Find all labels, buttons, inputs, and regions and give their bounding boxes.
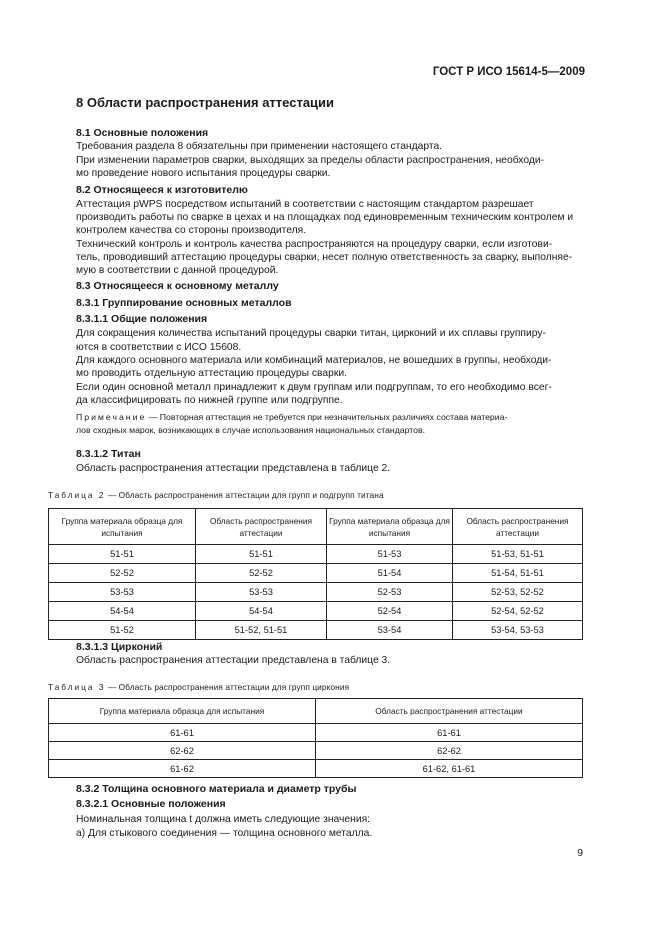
table-cell: 53-54 (327, 621, 453, 640)
note-label: Примечание (76, 412, 147, 422)
table-3-caption (48, 682, 349, 692)
column-header: Группа материала образца для испытания (327, 509, 453, 545)
table-row (49, 760, 583, 778)
table-cell: 52-52 (196, 564, 327, 583)
section-8-3-title: 8.3 Относящееся к основному металлу (76, 280, 279, 292)
paragraph: Аттестация pWPS посредством испытаний в соответствии с настоящим стандартом разрешает (76, 199, 534, 210)
document-code: ГОСТ Р ИСО 15614-5—2009 (432, 66, 585, 78)
note-line: лов сходных марок, возникающих в случае использования национальных стандартов. (76, 425, 426, 435)
table-cell: 62-62 (316, 742, 583, 760)
paragraph: производить работы по сварке в цехах и на площадках под единовременным техническим контролем и (76, 212, 574, 223)
table-2-header-row (49, 509, 583, 545)
section-8-2-title: 8.2 Относящееся к изготовителю (76, 184, 248, 196)
table-2 (48, 508, 583, 640)
table-cell: 61-61 (316, 724, 583, 742)
table-3 (48, 698, 583, 778)
column-header: Группа материала образца для испытания (49, 509, 196, 545)
page-number: 9 (577, 848, 583, 859)
table-row (49, 602, 583, 621)
paragraph: Для каждого основного материала или комбинаций материалов, не вошедших в группы, необходи- (76, 355, 552, 366)
paragraph: Номинальная толщина t должна иметь следующие значения: (76, 814, 371, 825)
paragraph: При изменении параметров сварки, выходящих за пределы области распространения, необходи- (76, 155, 545, 166)
paragraph: мо проводить отдельную аттестацию процедуры сварки. (76, 368, 347, 379)
paragraph: Если один основной металл принадлежит к двум группам или подгруппам, то его необходимо всег- (76, 382, 552, 393)
table-cell: 51-52 (49, 621, 196, 640)
section-8-3-2-title: 8.3.2 Толщина основного материала и диаметр трубы (76, 783, 357, 795)
table-cell: 52-54 (327, 602, 453, 621)
table-cell: 53-53 (196, 583, 327, 602)
column-header: Группа материала образца для испытания (49, 699, 316, 724)
section-8-1-title: 8.1 Основные положения (76, 127, 209, 139)
table-row (49, 545, 583, 564)
section-8-3-1-2-title: 8.3.1.2 Титан (76, 448, 141, 460)
paragraph: контролем качества со стороны производителя. (76, 225, 307, 236)
table-3-caption-text: — Область распространения аттестации для групп циркония (105, 682, 350, 692)
table-3-caption-label: Таблица 3 (48, 682, 106, 692)
table-row (49, 621, 583, 640)
column-header: Область распространения аттестации (196, 509, 327, 545)
table-row (49, 583, 583, 602)
table-2-caption-text: — Область распространения аттестации для групп и подгрупп титана (105, 490, 384, 500)
paragraph: Область распространения аттестации представлена в таблице 2. (76, 463, 391, 474)
section-8-3-2-1-title: 8.3.2.1 Основные положения (76, 798, 226, 810)
table-cell: 52-53 (327, 583, 453, 602)
paragraph: Для сокращения количества испытаний процедуры сварки титан, цирконий и их сплавы группиру- (76, 328, 546, 339)
table-cell: 62-62 (49, 742, 316, 760)
table-cell: 52-52 (49, 564, 196, 583)
table-cell: 53-54, 53-53 (453, 621, 583, 640)
paragraph: да классифицировать по нижней группе или подгруппе. (76, 395, 343, 406)
table-cell: 51-53, 51-51 (453, 545, 583, 564)
table-cell: 61-62, 61-61 (316, 760, 583, 778)
table-cell: 51-53 (327, 545, 453, 564)
table-2-caption (48, 490, 384, 500)
table-cell: 51-51 (196, 545, 327, 564)
table-row (49, 724, 583, 742)
table-cell: 61-61 (49, 724, 316, 742)
paragraph: тель, проводивший аттестацию процедуры сварки, несет полную ответственность за сварку, выполняе- (76, 252, 573, 263)
section-8-title: 8 Области распространения аттестации (76, 95, 335, 110)
table-cell: 52-53, 52-52 (453, 583, 583, 602)
paragraph: Требования раздела 8 обязательны при применении настоящего стандарта. (76, 141, 443, 152)
table-cell: 51-54 (327, 564, 453, 583)
table-3-header-row (49, 699, 583, 724)
paragraph: Технический контроль и контроль качества распространяются на процедуру сварки, если изготови- (76, 239, 553, 250)
table-cell: 54-54 (49, 602, 196, 621)
table-row (49, 564, 583, 583)
paragraph: ются в соответствии с ИСО 15608. (76, 342, 242, 353)
table-cell: 51-51 (49, 545, 196, 564)
table-row (49, 742, 583, 760)
section-8-3-1-3-title: 8.3.1.3 Цирконий (76, 641, 163, 653)
section-8-3-1-title: 8.3.1 Группирование основных металлов (76, 297, 292, 309)
table-cell: 53-53 (49, 583, 196, 602)
table-cell: 61-62 (49, 760, 316, 778)
column-header: Область распространения аттестации (453, 509, 583, 545)
table-cell: 51-54, 51-51 (453, 564, 583, 583)
note-line (76, 412, 507, 422)
paragraph: Область распространения аттестации представлена в таблице 3. (76, 655, 391, 666)
column-header: Область распространения аттестации (316, 699, 583, 724)
table-cell: 52-54, 52-52 (453, 602, 583, 621)
list-item: а) Для стыкового соединения — толщина основного металла. (76, 828, 373, 839)
table-cell: 54-54 (196, 602, 327, 621)
table-cell: 51-52, 51-51 (196, 621, 327, 640)
table-2-caption-label: Таблица 2 (48, 490, 106, 500)
note-text: — Повторная аттестация не требуется при незначительных различиях состава материа- (146, 412, 508, 422)
section-8-3-1-1-title: 8.3.1.1 Общие положения (76, 313, 208, 325)
paragraph: мо проведение нового испытания процедуры сварки. (76, 168, 331, 179)
paragraph: мую в соответствии с данной процедурой. (76, 265, 279, 276)
